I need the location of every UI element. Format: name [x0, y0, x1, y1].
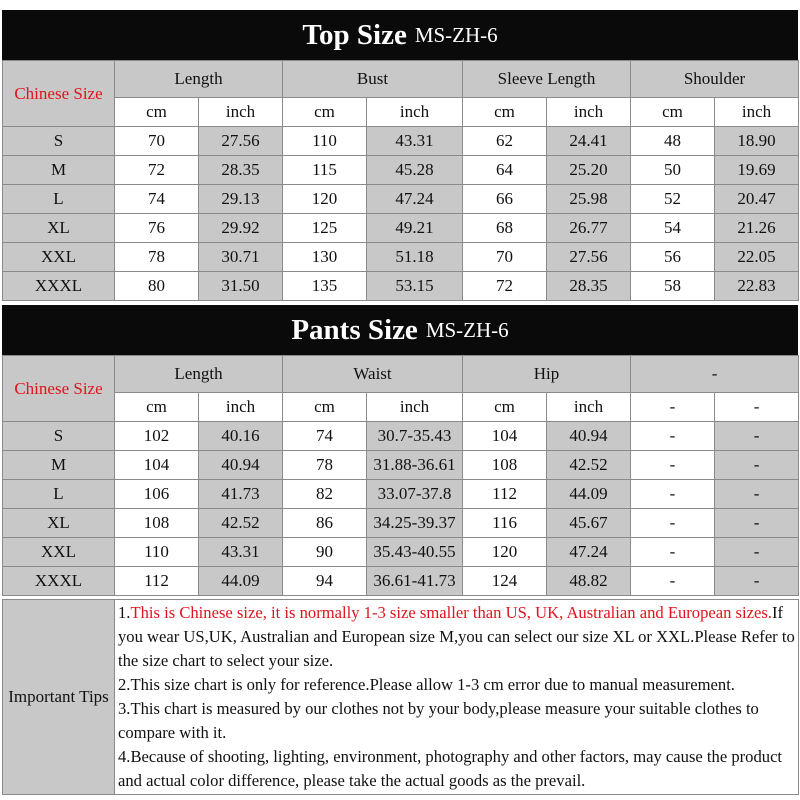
- table-cell: 130: [283, 243, 367, 272]
- table-cell: 102: [115, 422, 199, 451]
- table-cell: 120: [283, 185, 367, 214]
- table-cell: 78: [115, 243, 199, 272]
- table-row: [3, 243, 799, 272]
- unit-header: inch: [547, 98, 631, 127]
- chinese-size-header: Chinese Size: [3, 61, 115, 127]
- unit-header: inch: [199, 98, 283, 127]
- table-cell: 82: [283, 480, 367, 509]
- table-cell: 53.15: [367, 272, 463, 301]
- table-cell: 72: [463, 272, 547, 301]
- unit-header: -: [631, 393, 715, 422]
- table-cell: 31.88-36.61: [367, 451, 463, 480]
- table-cell: 110: [283, 127, 367, 156]
- table-cell: 30.7-35.43: [367, 422, 463, 451]
- table-cell: 58: [631, 272, 715, 301]
- table-cell: 36.61-41.73: [367, 567, 463, 596]
- table-cell: 120: [463, 538, 547, 567]
- group-header: Length: [115, 356, 283, 393]
- unit-header: -: [715, 393, 799, 422]
- table-cell: 42.52: [547, 451, 631, 480]
- size-label: XXXL: [3, 272, 115, 301]
- table-cell: 52: [631, 185, 715, 214]
- table-row: [3, 185, 799, 214]
- table-cell: 45.67: [547, 509, 631, 538]
- unit-header: cm: [283, 98, 367, 127]
- table-cell: 54: [631, 214, 715, 243]
- table-cell: 112: [115, 567, 199, 596]
- table-cell: 35.43-40.55: [367, 538, 463, 567]
- tip-1: [118, 601, 795, 673]
- size-label: M: [3, 156, 115, 185]
- table-cell: -: [631, 538, 715, 567]
- table-cell: 33.07-37.8: [367, 480, 463, 509]
- table-cell: 90: [283, 538, 367, 567]
- size-label: XL: [3, 214, 115, 243]
- table-cell: 44.09: [547, 480, 631, 509]
- table-cell: 29.13: [199, 185, 283, 214]
- pants-size-table: [2, 355, 799, 596]
- unit-header: cm: [463, 393, 547, 422]
- table-cell: 41.73: [199, 480, 283, 509]
- table-cell: 66: [463, 185, 547, 214]
- group-header: Sleeve Length: [463, 61, 631, 98]
- table-cell: 70: [463, 243, 547, 272]
- table-cell: 45.28: [367, 156, 463, 185]
- table-cell: -: [715, 509, 799, 538]
- table-cell: 40.94: [199, 451, 283, 480]
- table-cell: 22.05: [715, 243, 799, 272]
- table-cell: 94: [283, 567, 367, 596]
- unit-header: cm: [115, 98, 199, 127]
- top-size-title: Top Size: [302, 18, 407, 51]
- unit-header: inch: [199, 393, 283, 422]
- table-cell: 76: [115, 214, 199, 243]
- table-cell: 78: [283, 451, 367, 480]
- table-row: [3, 272, 799, 301]
- table-cell: 48: [631, 127, 715, 156]
- table-cell: -: [715, 451, 799, 480]
- tip-2: 2.This size chart is only for reference.Please allow 1-3 cm error due to manual measurement.: [118, 675, 735, 694]
- tip-1-text: If you wear US,UK, Australian and European size M,you can select our size XL or XXL.Please Refer to the size chart to select your size.: [118, 603, 795, 670]
- table-cell: 24.41: [547, 127, 631, 156]
- unit-header: inch: [367, 393, 463, 422]
- table-cell: 21.26: [715, 214, 799, 243]
- table-cell: -: [631, 422, 715, 451]
- table-row: [3, 451, 799, 480]
- table-cell: 26.77: [547, 214, 631, 243]
- table-cell: 74: [283, 422, 367, 451]
- table-row: [3, 509, 799, 538]
- table-cell: 108: [463, 451, 547, 480]
- unit-header: cm: [115, 393, 199, 422]
- table-cell: -: [715, 567, 799, 596]
- table-cell: -: [715, 422, 799, 451]
- table-cell: 22.83: [715, 272, 799, 301]
- size-label: XXL: [3, 538, 115, 567]
- table-cell: 72: [115, 156, 199, 185]
- table-row: [3, 156, 799, 185]
- table-cell: 125: [283, 214, 367, 243]
- table-cell: 50: [631, 156, 715, 185]
- size-label: XXXL: [3, 567, 115, 596]
- pants-size-title: Pants Size: [291, 313, 418, 346]
- group-header: Bust: [283, 61, 463, 98]
- top-size-code: MS-ZH-6: [414, 22, 498, 47]
- table-cell: 86: [283, 509, 367, 538]
- group-header: Length: [115, 61, 283, 98]
- table-cell: 42.52: [199, 509, 283, 538]
- important-tips-label: Important Tips: [3, 600, 115, 795]
- table-cell: 74: [115, 185, 199, 214]
- table-cell: 44.09: [199, 567, 283, 596]
- unit-header: inch: [547, 393, 631, 422]
- table-cell: 34.25-39.37: [367, 509, 463, 538]
- table-cell: 28.35: [547, 272, 631, 301]
- pants-size-code: MS-ZH-6: [425, 317, 509, 342]
- table-row: [3, 567, 799, 596]
- table-cell: 29.92: [199, 214, 283, 243]
- group-header: Hip: [463, 356, 631, 393]
- table-cell: 40.16: [199, 422, 283, 451]
- table-cell: 110: [115, 538, 199, 567]
- table-cell: 106: [115, 480, 199, 509]
- table-cell: 48.82: [547, 567, 631, 596]
- unit-header: cm: [631, 98, 715, 127]
- table-cell: 112: [463, 480, 547, 509]
- table-cell: 56: [631, 243, 715, 272]
- table-cell: 18.90: [715, 127, 799, 156]
- table-cell: 27.56: [199, 127, 283, 156]
- table-row: [3, 214, 799, 243]
- size-label: S: [3, 127, 115, 156]
- top-size-title-bar: [2, 10, 798, 60]
- important-tips-body: [115, 600, 799, 795]
- table-cell: -: [631, 451, 715, 480]
- table-cell: 70: [115, 127, 199, 156]
- unit-header: cm: [283, 393, 367, 422]
- table-cell: 124: [463, 567, 547, 596]
- table-cell: 25.20: [547, 156, 631, 185]
- table-cell: 51.18: [367, 243, 463, 272]
- pants-size-title-bar: [2, 305, 798, 355]
- table-cell: 62: [463, 127, 547, 156]
- table-cell: 40.94: [547, 422, 631, 451]
- chinese-size-header: Chinese Size: [3, 356, 115, 422]
- table-cell: 115: [283, 156, 367, 185]
- table-cell: 27.56: [547, 243, 631, 272]
- table-cell: 47.24: [367, 185, 463, 214]
- unit-header: inch: [367, 98, 463, 127]
- group-header: Waist: [283, 356, 463, 393]
- table-cell: -: [631, 509, 715, 538]
- table-cell: 20.47: [715, 185, 799, 214]
- table-cell: 49.21: [367, 214, 463, 243]
- size-label: M: [3, 451, 115, 480]
- table-cell: 19.69: [715, 156, 799, 185]
- table-cell: 47.24: [547, 538, 631, 567]
- table-cell: 43.31: [199, 538, 283, 567]
- table-cell: 104: [463, 422, 547, 451]
- table-cell: -: [631, 567, 715, 596]
- table-cell: 80: [115, 272, 199, 301]
- unit-header: inch: [715, 98, 799, 127]
- table-cell: -: [631, 480, 715, 509]
- table-cell: 108: [115, 509, 199, 538]
- size-label: S: [3, 422, 115, 451]
- table-cell: 64: [463, 156, 547, 185]
- tip-1-number: 1.: [118, 603, 131, 622]
- size-label: L: [3, 185, 115, 214]
- size-label: XXL: [3, 243, 115, 272]
- table-cell: 68: [463, 214, 547, 243]
- table-cell: 31.50: [199, 272, 283, 301]
- unit-header: cm: [463, 98, 547, 127]
- table-row: [3, 127, 799, 156]
- top-size-table: [2, 60, 799, 301]
- table-cell: 25.98: [547, 185, 631, 214]
- table-cell: -: [715, 480, 799, 509]
- table-cell: 135: [283, 272, 367, 301]
- table-cell: 28.35: [199, 156, 283, 185]
- table-cell: 104: [115, 451, 199, 480]
- table-cell: 30.71: [199, 243, 283, 272]
- important-tips-table: [2, 599, 799, 795]
- tip-1-warning: This is Chinese size, it is normally 1-3 size smaller than US, UK, Australian and European sizes.: [130, 603, 772, 622]
- table-cell: -: [715, 538, 799, 567]
- tip-3: 3.This chart is measured by our clothes not by your body,please measure your suitable clothes to compare with it.: [118, 699, 759, 742]
- table-cell: 43.31: [367, 127, 463, 156]
- table-row: [3, 422, 799, 451]
- size-label: XL: [3, 509, 115, 538]
- tip-4: 4.Because of shooting, lighting, environment, photography and other factors, may cause the product and actual color difference, please take the actual goods as the prevail.: [118, 747, 783, 790]
- size-label: L: [3, 480, 115, 509]
- table-row: [3, 538, 799, 567]
- group-header: Shoulder: [631, 61, 799, 98]
- table-row: [3, 480, 799, 509]
- group-header: -: [631, 356, 799, 393]
- table-cell: 116: [463, 509, 547, 538]
